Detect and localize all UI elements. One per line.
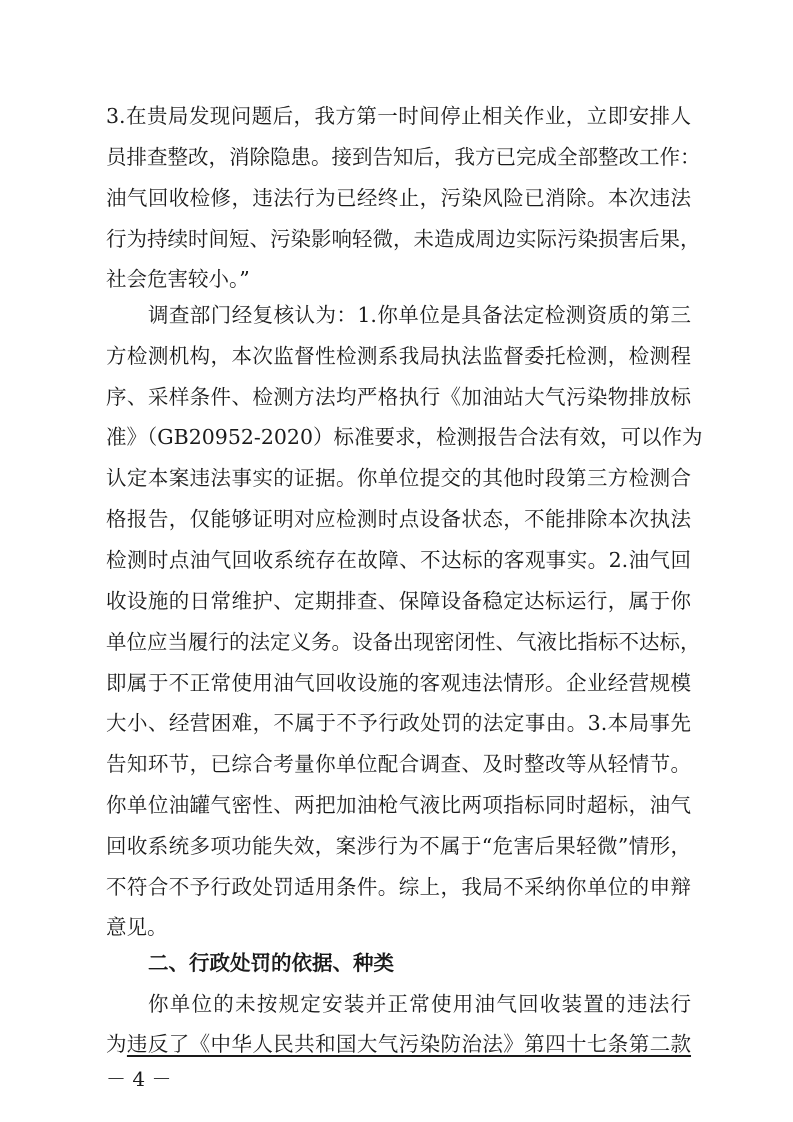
text-line: 告知环节，已综合考量你单位配合调查、及时整改等从轻情节。 bbox=[106, 752, 691, 776]
text-line: 准》（GB20952-2020）标准要求，检测报告合法有效，可以作为 bbox=[106, 425, 703, 449]
text-line: 即属于不正常使用油气回收设施的客观违法情形。企业经营规模 bbox=[106, 671, 691, 695]
text-line: 你单位的未按规定安装并正常使用油气回收装置的违法行 bbox=[148, 992, 691, 1016]
text-line: 你单位油罐气密性、两把加油枪气液比两项指标同时超标，油气 bbox=[106, 793, 691, 817]
text-line: 调查部门经复核认为：1.你单位是具备法定检测资质的第三 bbox=[148, 303, 691, 327]
text-line: 员排查整改，消除隐患。接到告知后，我方已完成全部整改工作： bbox=[106, 145, 701, 169]
text-line: 序、采样条件、检测方法均严格执行《加油站大气污染物排放标 bbox=[106, 385, 691, 409]
text-line-underlined bbox=[106, 1027, 691, 1061]
text-line: 单位应当履行的法定义务。设备出现密闭性、气液比指标不达标， bbox=[106, 630, 701, 654]
text-line: 认定本案违法事实的证据。你单位提交的其他时段第三方检测合 bbox=[106, 466, 691, 490]
text-line: 意见。 bbox=[106, 915, 168, 939]
page-number: － 4 － bbox=[106, 1067, 172, 1091]
text-plain: 为 bbox=[106, 1032, 127, 1056]
text-line: 油气回收检修，违法行为已经终止，污染风险已消除。本次违法 bbox=[106, 186, 691, 210]
text-line: 收设施的日常维护、定期排查、保障设备稳定达标运行，属于你 bbox=[106, 589, 691, 613]
text-underlined: 违反了《中华人民共和国大气污染防治法》第四十七条第二款 bbox=[126, 1032, 692, 1056]
text-line: 社会危害较小。” bbox=[106, 267, 250, 291]
text-line: 回收系统多项功能失效，案涉行为不属于“危害后果轻微”情形， bbox=[106, 834, 691, 858]
text-line: 大小、经营困难，不属于不予行政处罚的法定事由。3.本局事先 bbox=[106, 711, 691, 735]
text-line: 3.在贵局发现问题后，我方第一时间停止相关作业，立即安排人 bbox=[106, 104, 691, 128]
text-line: 方检测机构，本次监督性检测系我局执法监督委托检测，检测程 bbox=[106, 344, 691, 368]
text-line: 检测时点油气回收系统存在故障、不达标的客观事实。2.油气回 bbox=[106, 548, 691, 572]
section-heading: 二、行政处罚的依据、种类 bbox=[148, 951, 394, 975]
text-line: 不符合不予行政处罚适用条件。综上，我局不采纳你单位的申辩 bbox=[106, 875, 691, 899]
text-line: 行为持续时间短、污染影响轻微，未造成周边实际污染损害后果， bbox=[106, 227, 701, 251]
text-line: 格报告，仅能够证明对应检测时点设备状态，不能排除本次执法 bbox=[106, 507, 691, 531]
